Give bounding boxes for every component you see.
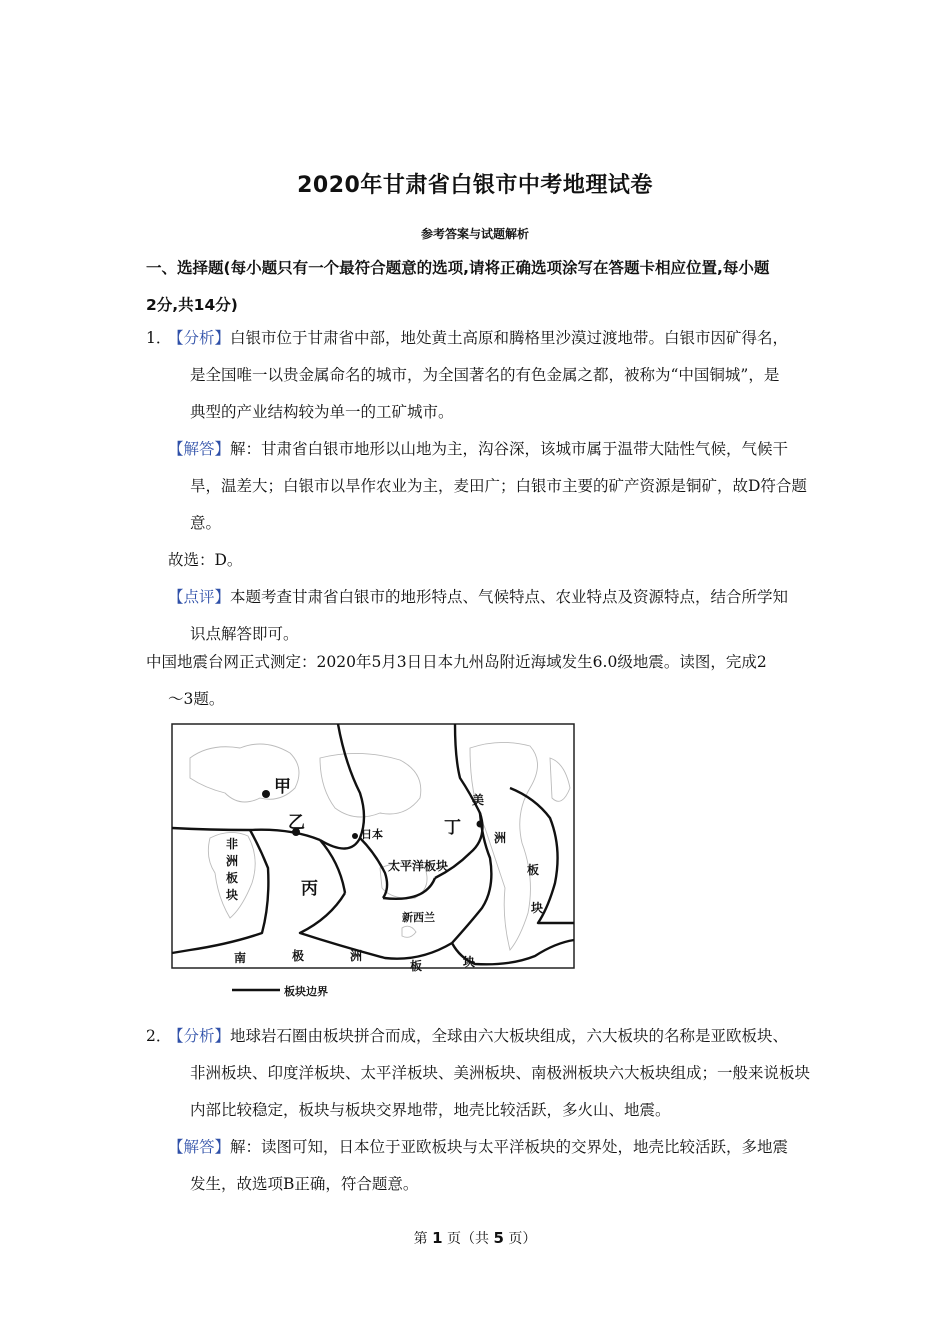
- map-label-jia: 甲: [274, 777, 291, 797]
- document-subtitle: 参考答案与试题解析: [420, 227, 529, 241]
- q2-analysis-line2: 非洲板块、印度洋板块、太平洋板块、美洲板块、南极洲板块六大板块组成；一般来说板块: [190, 1064, 811, 1082]
- point-ding: [477, 821, 484, 828]
- q1-choice: 故选：D。: [168, 551, 243, 569]
- footer-suffix: 页）: [503, 1231, 537, 1247]
- q1-answer-line3: 意。: [190, 514, 222, 532]
- footer-middle: 页（共: [442, 1231, 494, 1247]
- q1-analysis-line2: 是全国唯一以贵金属命名的城市，为全国著名的有色金属之都，被称为“中国铜城”，是: [190, 366, 780, 384]
- map-label-antarctic-2: 极: [292, 949, 305, 963]
- section-heading: [146, 250, 816, 324]
- map-label-antarctic-3: 洲: [350, 949, 363, 963]
- q2-answer-text: 解：读图可知，日本位于亚欧板块与太平洋板块的交界处，地壳比较活跃，多地震: [230, 1138, 789, 1156]
- q2-analysis-text: 地球岩石圈由板块拼合而成，全球由六大板块组成，六大板块的名称是亚欧板块、: [230, 1027, 789, 1045]
- q1-analysis-line1: [168, 320, 816, 357]
- earthquake-intro: [146, 644, 818, 718]
- q2-answer-line2: 发生，故选项B正确，符合题意。: [190, 1175, 419, 1193]
- map-label-america-2: 洲: [494, 831, 507, 845]
- point-jia: [262, 790, 270, 798]
- map-label-africa-4: 块: [226, 888, 239, 902]
- map-label-africa-1: 非: [226, 837, 239, 851]
- plate-boundary-map: [170, 718, 578, 1000]
- page-footer: [0, 1228, 950, 1248]
- map-label-america-1: 美: [472, 793, 485, 807]
- map-label-antarctic-5: 块: [463, 955, 476, 969]
- question-2: [146, 1018, 816, 1203]
- q1-comment-line2: 识点解答即可。: [190, 625, 299, 643]
- map-label-africa-3: 板: [226, 871, 239, 885]
- q2-answer-line1: [168, 1129, 816, 1166]
- q2-analysis-line3: 内部比较稳定，板块与板块交界地带，地壳比较活跃，多火山、地震。: [190, 1101, 671, 1119]
- question-1: [146, 320, 816, 653]
- q1-comment-line1: [168, 579, 816, 616]
- map-label-new-zealand: 新西兰: [402, 911, 435, 924]
- footer-total-pages: 5: [493, 1229, 504, 1247]
- q1-answer-line2: 旱，温差大；白银市以旱作农业为主，麦田广；白银市主要的矿产资源是铜矿，故D符合题: [190, 477, 807, 495]
- footer-page-number: 1: [432, 1229, 443, 1247]
- document-title: 2020年甘肃省白银市中考地理试卷: [297, 173, 653, 198]
- section-heading-line2: 2分,共14分): [146, 296, 238, 314]
- q1-answer-line1: [168, 431, 816, 468]
- answer-tag: 【解答】: [168, 440, 231, 458]
- footer-prefix: 第: [413, 1231, 433, 1247]
- q1-comment-text: 本题考查甘肃省白银市的地形特点、气候特点、农业特点及资源特点，结合所学知: [230, 588, 789, 606]
- map-label-japan: 日本: [361, 828, 383, 841]
- intro-line1: 中国地震台网正式测定：2020年5月3日日本九州岛附近海域发生6.0级地震。读图，完成2: [146, 653, 767, 671]
- map-label-antarctic-4: 板: [410, 959, 423, 973]
- map-label-america-3: 板: [527, 863, 540, 877]
- analysis-tag: 【分析】: [168, 329, 231, 347]
- point-japan: [352, 833, 358, 839]
- answer-tag: 【解答】: [168, 1138, 231, 1156]
- q2-analysis-line1: [168, 1018, 816, 1055]
- question-2-number: 2．: [146, 1027, 172, 1045]
- map-label-bing: 丙: [301, 879, 318, 899]
- intro-line2: ～3题。: [168, 690, 225, 708]
- map-label-ding: 丁: [444, 818, 461, 838]
- map-label-pacific-plate: 太平洋板块: [388, 859, 449, 873]
- q1-analysis-line3: 典型的产业结构较为单一的工矿城市。: [190, 403, 454, 421]
- q1-analysis-text: 白银市位于甘肃省中部，地处黄土高原和腾格里沙漠过渡地带。白银市因矿得名，: [230, 329, 789, 347]
- map-label-america-4: 块: [531, 901, 544, 915]
- map-label-antarctic-1: 南: [234, 951, 247, 965]
- analysis-tag: 【分析】: [168, 1027, 231, 1045]
- q1-answer-text: 解：甘肃省白银市地形以山地为主，沟谷深，该城市属于温带大陆性气候，气候干: [230, 440, 789, 458]
- map-label-africa-2: 洲: [226, 854, 239, 868]
- map-label-yi: 乙: [288, 813, 305, 833]
- legend-label: 板块边界: [284, 985, 328, 998]
- section-heading-line1: 一、选择题(每小题只有一个最符合题意的选项,请将正确选项涂写在答题卡相应位置,每小题: [146, 259, 770, 277]
- question-1-number: 1．: [146, 329, 172, 347]
- comment-tag: 【点评】: [168, 588, 231, 606]
